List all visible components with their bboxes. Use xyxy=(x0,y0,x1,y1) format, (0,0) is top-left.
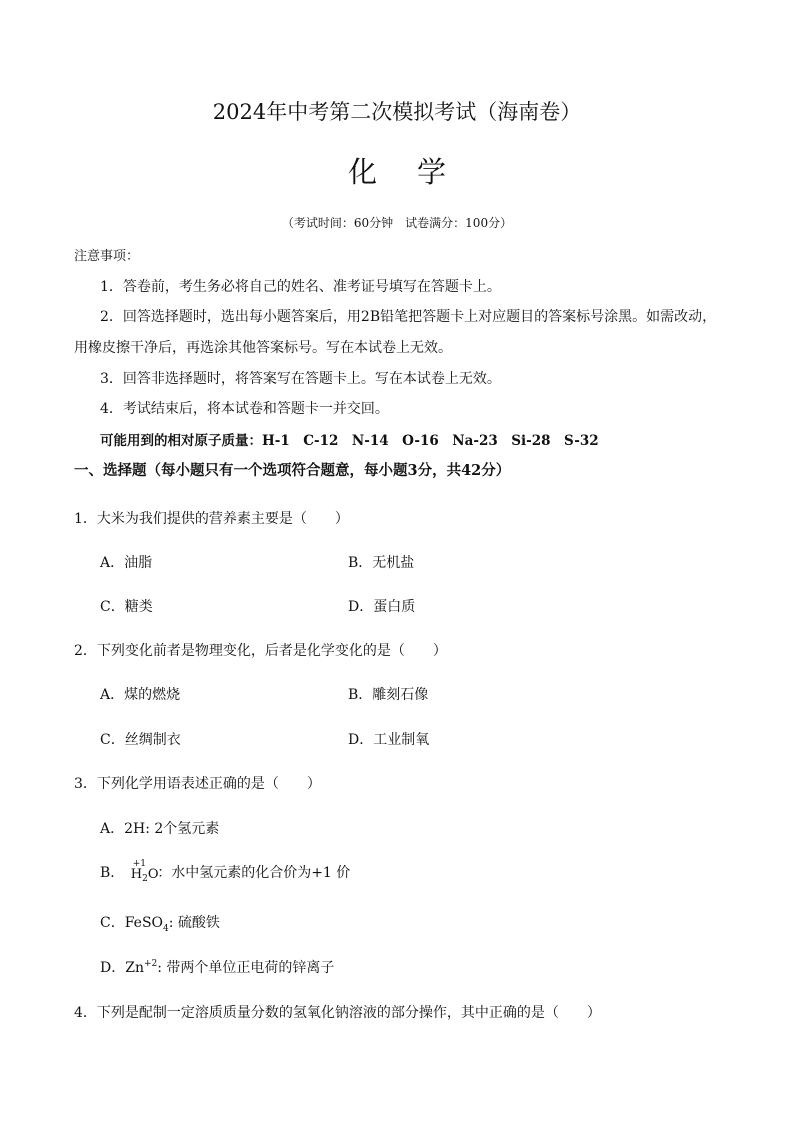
option-d: D．$Zn^{+2}$: 带两个单位正电荷的锌离子 xyxy=(100,959,335,976)
note-item: 2．回答选择题时，选出每小题答案后，用2B铅笔把答题卡上对应题目的答案标号涂黑。如需改动， xyxy=(100,309,717,325)
note-item: 4．考试结束后，将本试卷和答题卡一并交回。 xyxy=(100,401,389,417)
question-stem: 1．大米为我们提供的营养素主要是（ ） xyxy=(74,511,349,527)
valence-formula xyxy=(129,859,159,884)
option-a: A．煤的燃烧 xyxy=(100,687,181,703)
option-c: C．丝绸制衣 xyxy=(100,732,181,748)
valence-mark: +1 xyxy=(132,859,147,869)
note-item: 1．答卷前，考生务必将自己的姓名、准考证号填写在答题卡上。 xyxy=(100,279,501,295)
water-formula: $H_2O$ xyxy=(130,867,159,884)
option-a: A．油脂 xyxy=(100,555,153,571)
option-c: C．糖类 xyxy=(100,599,153,615)
section-title: 一、选择题（每小题只有一个选项符合题意，每小题3分，共42分） xyxy=(74,462,511,479)
atomic-mass-line: 可能用到的相对原子质量：H-1 C-12 N-14 O-16 Na-23 Si-28 S-32 xyxy=(100,433,599,449)
note-item: 用橡皮擦干净后，再选涂其他答案标号。写在本试卷上无效。 xyxy=(74,340,452,356)
option-b-prefix: B． xyxy=(100,865,125,881)
exam-info: （考试时间：60分钟 试卷满分：100分） xyxy=(281,216,513,230)
notes-heading: 注意事项： xyxy=(74,249,140,264)
option-d: D．蛋白质 xyxy=(348,599,416,615)
option-d: D．工业制氧 xyxy=(348,732,430,748)
option-b: B．雕刻石像 xyxy=(348,687,429,703)
question-stem: 4．下列是配制一定溶质质量分数的氢氧化钠溶液的部分操作，其中正确的是（ ） xyxy=(74,1005,601,1021)
note-item: 3．回答非选择题时，将答案写在答题卡上。写在本试卷上无效。 xyxy=(100,371,501,387)
question-stem: 3．下列化学用语表述正确的是（ ） xyxy=(74,776,321,792)
subject-title: 化学 xyxy=(347,155,486,189)
option-b xyxy=(100,859,351,884)
option-b-text: ：水中氢元素的化合价为+1 价 xyxy=(157,865,351,881)
question-stem: 2．下列变化前者是物理变化，后者是化学变化的是（ ） xyxy=(74,643,447,659)
option-b: B．无机盐 xyxy=(348,555,415,571)
exam-title: 2024年中考第二次模拟考试（海南卷） xyxy=(212,100,582,124)
option-c: C．FeSO$_4$: 硫酸铁 xyxy=(100,915,220,934)
option-a: A．2H: 2个氢元素 xyxy=(100,821,220,837)
